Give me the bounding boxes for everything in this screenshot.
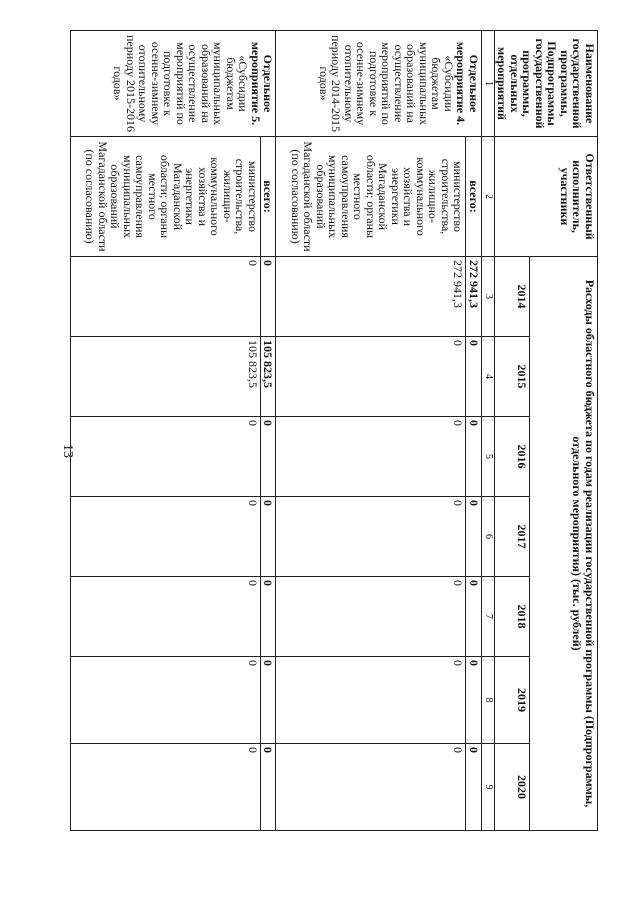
executor-cell: министерство строительства, жилищно-коммунального хозяйства и энергетики Магаданской области; органы местного самоуправления муниципальных образований Магаданской области (по согласованию) xyxy=(71,137,261,257)
executor-value: 0 xyxy=(71,744,261,831)
header-year: 2015 xyxy=(495,337,530,417)
column-number: 6 xyxy=(482,497,495,577)
executor-value: 105 823,5 xyxy=(71,337,261,417)
executor-value: 0 xyxy=(71,577,261,657)
total-value: 0 xyxy=(261,417,277,497)
total-value: 0 xyxy=(261,497,277,577)
rotated-table-container xyxy=(83,30,598,830)
measure-title: Отдельное мероприятие 5. xyxy=(249,41,276,126)
total-value: 272 941,3 xyxy=(466,257,482,337)
executor-value: 0 xyxy=(71,497,261,577)
measure-name-cell xyxy=(71,31,277,137)
executor-value: 0 xyxy=(276,744,466,831)
executor-cell: министерство строительства, жилищно-коммунального хозяйства и энергетики Магаданской области; органы местного самоуправления муниципальных образований Магаданской области (по согласованию) xyxy=(276,137,466,257)
total-value: 0 xyxy=(466,657,482,744)
column-number: 8 xyxy=(482,657,495,744)
total-value: 105 823,5 xyxy=(261,337,277,417)
executor-value: 0 xyxy=(276,497,466,577)
executor-value: 0 xyxy=(71,417,261,497)
total-value: 0 xyxy=(466,744,482,831)
executor-value: 0 xyxy=(276,577,466,657)
measure-name-cell xyxy=(276,31,482,137)
total-value: 0 xyxy=(261,657,277,744)
total-value: 0 xyxy=(466,577,482,657)
total-value: 0 xyxy=(466,417,482,497)
header-year: 2014 xyxy=(495,257,530,337)
column-number: 3 xyxy=(482,257,495,337)
budget-table xyxy=(70,30,598,831)
header-year: 2016 xyxy=(495,417,530,497)
column-number: 5 xyxy=(482,417,495,497)
column-number: 7 xyxy=(482,577,495,657)
measure-description: «Субсидии бюджетам муниципальных образований на осуществление мероприятий по подготовке к осенне-зимнему отопительному периоду 2015-2016 годов» xyxy=(111,35,251,132)
total-label: всего: xyxy=(466,137,482,257)
header-year: 2020 xyxy=(495,744,530,831)
header-budget-title: Расходы областного бюджета по годам реализации государственной программы (Подпрограммы, отдельного мероприятия) (тыс. рублей) xyxy=(530,257,598,831)
total-value: 0 xyxy=(261,577,277,657)
column-number: 9 xyxy=(482,744,495,831)
executor-value: 0 xyxy=(71,657,261,744)
column-number: 2 xyxy=(482,137,495,257)
total-label: всего: xyxy=(261,137,277,257)
total-value: 0 xyxy=(466,497,482,577)
executor-value: 0 xyxy=(71,257,261,337)
measure-title: Отдельное мероприятие 4. xyxy=(454,41,481,126)
header-name-column: Наименование государственной программы, Подпрограммы государственной программы, отдельных мероприятий xyxy=(495,31,598,137)
column-number: 1 xyxy=(482,31,495,137)
measure-description: «Субсидии бюджетам муниципальных образований на осуществление мероприятий по подготовке к осенне-зимнему отопительному периоду 2014-2015 годов» xyxy=(317,35,456,132)
page-number: 13 xyxy=(60,444,75,458)
total-value: 0 xyxy=(261,744,277,831)
total-value: 0 xyxy=(261,257,277,337)
executor-value: 0 xyxy=(276,337,466,417)
header-year: 2018 xyxy=(495,577,530,657)
header-year: 2019 xyxy=(495,657,530,744)
header-year: 2017 xyxy=(495,497,530,577)
executor-value: 0 xyxy=(276,417,466,497)
executor-value: 0 xyxy=(276,657,466,744)
column-number: 4 xyxy=(482,337,495,417)
header-executor-column: Ответственный исполнитель, участники xyxy=(495,137,598,257)
total-value: 0 xyxy=(466,337,482,417)
executor-value: 272 941,3 xyxy=(276,257,466,337)
